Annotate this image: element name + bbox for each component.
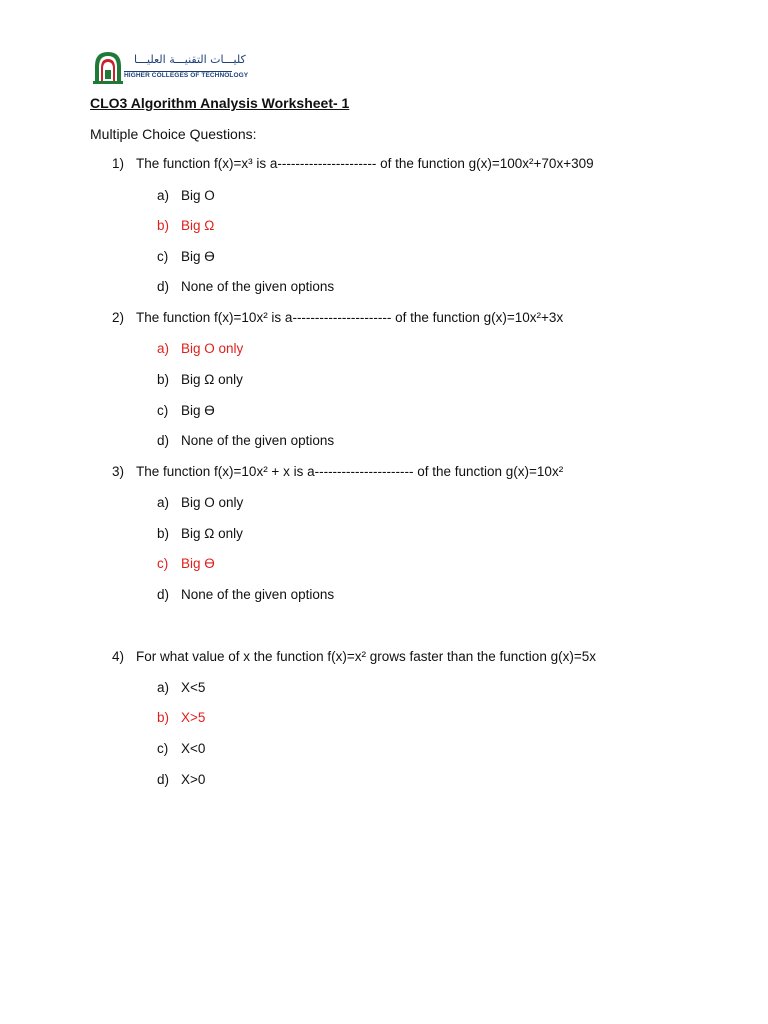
option-text: None of the given options xyxy=(181,433,335,448)
option-letter: c) xyxy=(157,556,169,571)
logo-arabic-text: كليـــات التقنيـــة العليـــا xyxy=(134,53,246,66)
option-text: None of the given options xyxy=(181,279,335,294)
option-text: Big ϴ xyxy=(181,249,215,264)
option-letter: c) xyxy=(157,249,169,264)
option-letter: d) xyxy=(157,433,170,448)
option-text: Big O only xyxy=(181,495,244,510)
question-text: The function f(x)=x³ is a---------------------- of the function g(x)=100x²+70x+309 xyxy=(136,156,594,171)
option-text: Big ϴ xyxy=(181,556,215,571)
option-letter: b) xyxy=(157,710,170,725)
question-text: The function f(x)=10x² + x is a---------------------- of the function g(x)=10x² xyxy=(136,464,564,479)
option-letter: a) xyxy=(157,495,170,510)
option-text: X<5 xyxy=(181,680,206,695)
option-text: Big O only xyxy=(181,341,244,356)
question-number: 4) xyxy=(112,649,125,664)
option-text: Big ϴ xyxy=(181,403,215,418)
option-letter: a) xyxy=(157,341,170,356)
option-text: X>5 xyxy=(181,710,206,725)
option-letter: b) xyxy=(157,372,170,387)
option-letter: a) xyxy=(157,680,170,695)
worksheet-title: CLO3 Algorithm Analysis Worksheet- 1 xyxy=(90,95,350,111)
question-number: 1) xyxy=(112,156,125,171)
option-letter: b) xyxy=(157,526,170,541)
option-letter: c) xyxy=(157,403,169,418)
question-number: 3) xyxy=(112,464,125,479)
option-letter: d) xyxy=(157,587,170,602)
option-text: Big Ω xyxy=(181,218,215,233)
question-text: The function f(x)=10x² is a---------------------- of the function g(x)=10x²+3x xyxy=(136,310,564,325)
question-text: For what value of x the function f(x)=x² grows faster than the function g(x)=5x xyxy=(136,649,596,664)
option-text: X>0 xyxy=(181,772,206,787)
logo-english-text: HIGHER COLLEGES OF TECHNOLOGY xyxy=(124,72,249,79)
option-letter: d) xyxy=(157,279,170,294)
option-text: X<0 xyxy=(181,741,206,756)
option-letter: a) xyxy=(157,188,170,203)
question-number: 2) xyxy=(112,310,125,325)
section-heading: Multiple Choice Questions: xyxy=(90,126,257,142)
option-text: Big Ω only xyxy=(181,372,243,387)
option-letter: c) xyxy=(157,741,169,756)
option-letter: d) xyxy=(157,772,170,787)
option-text: Big Ω only xyxy=(181,526,243,541)
option-text: None of the given options xyxy=(181,587,335,602)
option-letter: b) xyxy=(157,218,170,233)
option-text: Big O xyxy=(181,188,215,203)
